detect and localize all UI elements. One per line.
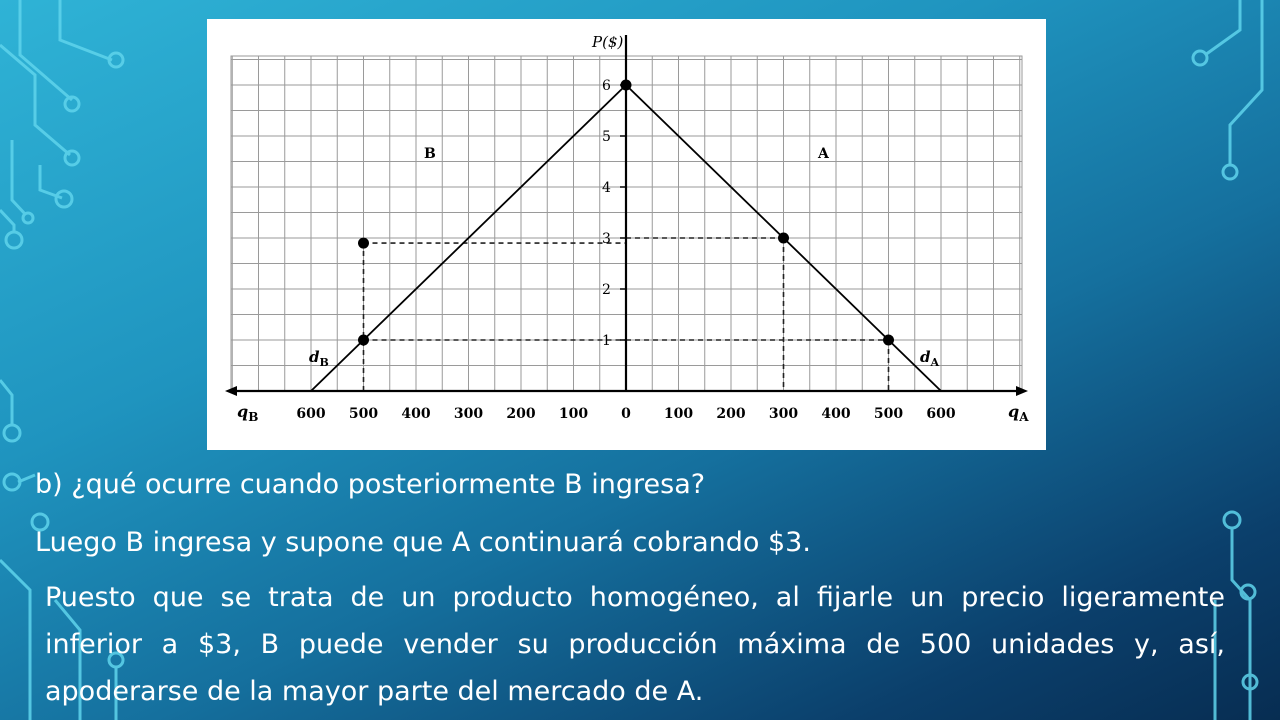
x-axis-label-left: $q_B$ xyxy=(237,402,259,424)
x-tick-label: 0 xyxy=(621,406,631,422)
x-tick-label: 100 xyxy=(663,406,694,422)
data-point xyxy=(621,80,632,91)
y-axis-label: P($) xyxy=(592,33,624,51)
x-tick-label: 100 xyxy=(558,406,589,422)
curve-label-dB: $d_B$ xyxy=(309,348,329,369)
region-label-A: A xyxy=(818,146,829,162)
x-tick-label: 300 xyxy=(453,406,484,422)
y-tick-label: 3 xyxy=(602,231,611,247)
curve-label-dA: $d_A$ xyxy=(920,348,940,369)
x-tick-label: 200 xyxy=(716,406,746,422)
x-tick-label: 200 xyxy=(506,406,536,422)
x-tick-label: 400 xyxy=(821,406,851,422)
x-tick-label: 600 xyxy=(296,406,326,422)
data-point xyxy=(778,233,789,244)
explanation-text: Puesto que se trata de un producto homogéneo, al fijarle un precio ligeramente inferior a $3, B puede vender su producción máxima de 500 unidades y, así, apoderarse de la mayor parte del mercado de A. xyxy=(45,582,1225,707)
question-text: b) ¿qué ocurre cuando posteriormente B ingresa? xyxy=(35,469,706,500)
region-label-B: B xyxy=(424,146,436,162)
y-tick-label: 1 xyxy=(602,333,611,349)
chart-card xyxy=(207,19,1046,450)
y-tick-label: 5 xyxy=(602,129,611,145)
y-tick-label: 4 xyxy=(602,180,611,196)
x-tick-label: 300 xyxy=(768,406,799,422)
data-point xyxy=(358,238,369,249)
demand-chart xyxy=(207,19,1046,450)
x-axis-label-right: $q_A$ xyxy=(1008,402,1029,424)
intro-text: Luego B ingresa y supone que A continuará cobrando $3. xyxy=(35,527,811,558)
x-tick-label: 400 xyxy=(401,406,431,422)
y-tick-label: 2 xyxy=(602,282,611,298)
x-tick-label: 500 xyxy=(348,406,379,422)
data-point xyxy=(358,335,369,346)
y-tick-label: 6 xyxy=(602,78,611,94)
x-tick-label: 600 xyxy=(926,406,956,422)
data-point xyxy=(883,335,894,346)
x-tick-label: 500 xyxy=(873,406,904,422)
